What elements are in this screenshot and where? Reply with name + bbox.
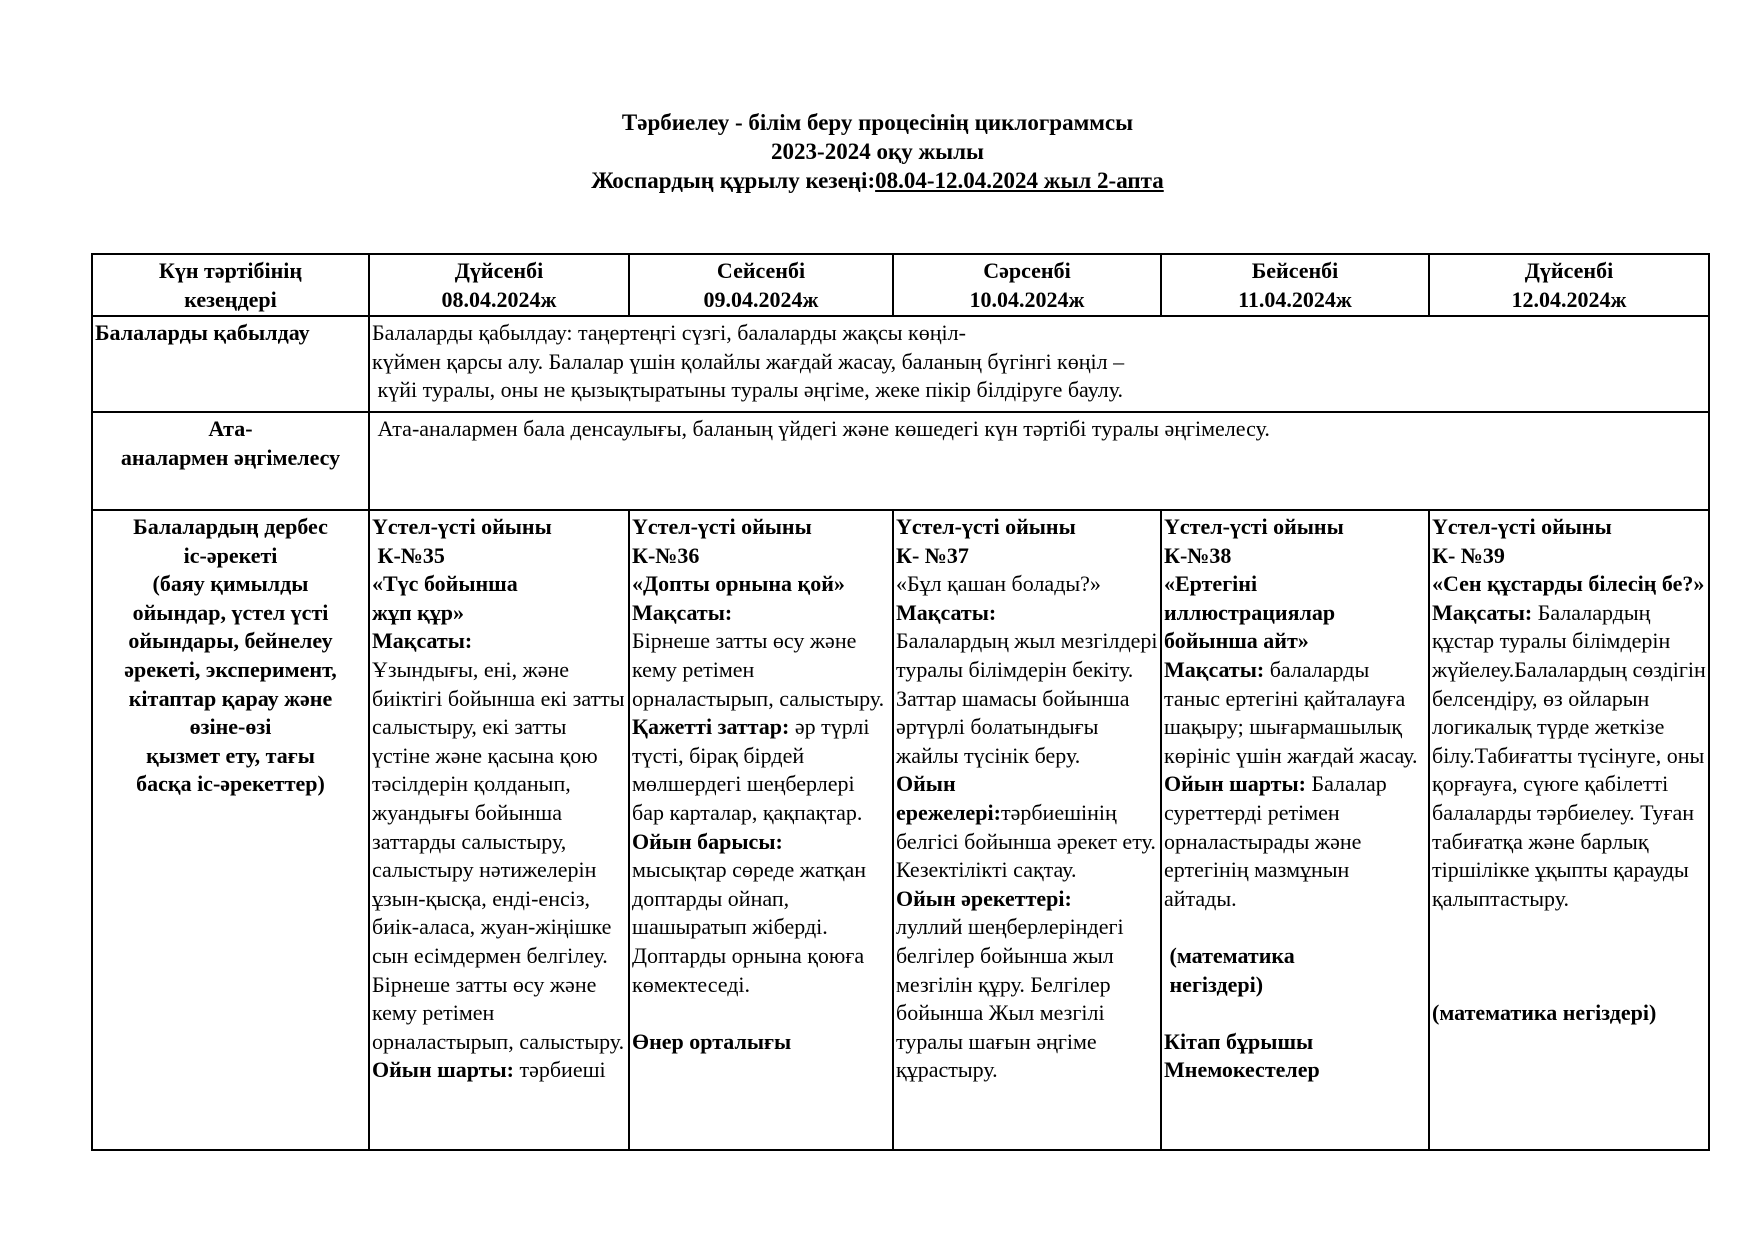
row-text-reception: Балаларды қабылдау: таңертеңгі сүзгі, балаларды жақсы көңіл- күймен қарсы алу. Балалар үшін қолайлы жағдай жасау, баланың бүгінгі көңіл – күйі туралы, оны не қызықтыратыны туралы әңгіме, жеке пікір білдіруге баулу.: [369, 316, 1709, 412]
activity-goal-label: Мақсаты:: [1164, 656, 1265, 682]
activity-goal-text: балаларды таныс ертегіні қайталауға шақыру; шығармашылық көрініс үшін жағдай жасау.: [1164, 656, 1418, 768]
activity-cell-mon: [369, 510, 629, 1150]
table-row-activities: [92, 510, 1709, 1150]
activity-cell-tue: [629, 510, 893, 1150]
header-cell-day-1: Дүйсенбі 08.04.2024ж: [369, 254, 629, 316]
activity-cell-thu: [1161, 510, 1429, 1150]
activity-title: Үстел-үсті ойыны: [372, 514, 552, 539]
activity-number: К-№35: [372, 542, 445, 568]
activity-rule-label: Ойын шарты:: [1164, 771, 1306, 797]
header-cell-day-4: Бейсенбі 11.04.2024ж: [1161, 254, 1429, 316]
activity-rule-text: тәрбиеші: [513, 1057, 606, 1083]
activity-actions-label: Ойын әрекеттері:: [896, 885, 1072, 911]
activity-rules-label: Ойын ережелері:: [896, 771, 1001, 825]
header-year: 2023-2024 оқу жылы: [771, 139, 984, 164]
activity-play-label: Ойын барысы:: [632, 828, 783, 854]
activity-rule-label: Ойын шарты:: [372, 1057, 514, 1083]
activity-name: «Түс бойынша жұп құр»: [372, 571, 518, 625]
header-cell-day-3: Сәрсенбі 10.04.2024ж: [893, 254, 1161, 316]
row-label-reception: Балаларды қабылдау: [92, 316, 369, 412]
activity-mnemo: Мнемокестелер: [1164, 1057, 1320, 1083]
activity-goal-label: Мақсаты:: [896, 599, 997, 625]
activity-rules-text: тәрбиешінің белгісі бойынша әрекет ету. Кезектілікті сақтау.: [896, 799, 1156, 883]
activity-name: «Допты орнына қой»: [632, 571, 845, 597]
activity-title: Үстел-үсті ойыны: [632, 514, 812, 539]
activity-subject: (математика негіздері): [1169, 942, 1295, 997]
activity-name: «Ертегіні иллюстрациялар бойынша айт»: [1164, 571, 1336, 654]
activity-title: Үстел-үсті ойыны: [1164, 514, 1344, 539]
row-text-parents: Ата-аналармен бала денсаулығы, баланың үйдегі және көшедегі күн тәртібі туралы әңгімелесу.: [369, 412, 1709, 510]
activity-center: Өнер орталығы: [632, 1028, 792, 1054]
activity-actions-text: луллий шеңберлеріндегі белгілер бойынша жыл мезгілін құру. Белгілер бойынша Жыл мезгілі туралы шағын әңгіме құрастыру.: [896, 914, 1124, 1083]
header-cell-day-2: Сейсенбі 09.04.2024ж: [629, 254, 893, 316]
activity-goal-label: Мақсаты:: [632, 599, 733, 625]
activity-number: К-№36: [632, 542, 700, 568]
activity-need-label: Қажетті заттар:: [632, 714, 790, 740]
activity-number: К- №37: [896, 542, 969, 568]
activity-need-text: әр түрлі түсті, бірақ бірдей мөлшердегі шеңберлері бар карталар, қақпақтар.: [632, 714, 870, 825]
activity-name: «Сен құстарды білесің бе?»: [1432, 571, 1705, 597]
activity-subject: (математика негіздері): [1432, 1000, 1657, 1026]
activity-number: К-№38: [1164, 542, 1232, 568]
activity-number: К- №39: [1432, 542, 1505, 568]
header-cell-stage: Күн тәртібінің кезеңдері: [92, 254, 369, 316]
activity-goal-text: Балалардың құстар туралы білімдерін жүйелеу.Балалардың сөздігін белсендіру, өз ойларын логикалық түрде жеткізе білу.Табиғатты түсінуге, оны қорғауға, сүюге қабілетті балаларды тәрбиелеу. Туған табиғатқа және барлық тіршілікке ұқыпты қарауды қалыптастыру.: [1432, 599, 1706, 911]
activity-goal-text: Балалардың жыл мезгілдері туралы білімдерін бекіту. Заттар шамасы бойынша әртүрлі болатындығы жайлы түсінік беру.: [896, 628, 1158, 768]
activity-cell-wed: [893, 510, 1161, 1150]
header-period-label: Жоспардың құрылу кезеңі:: [591, 168, 876, 193]
activity-corner: Кітап бұрышы: [1164, 1028, 1314, 1054]
table-row-reception: [92, 316, 1709, 412]
header-cell-day-5: Дүйсенбі 12.04.2024ж: [1429, 254, 1709, 316]
document-header: [0, 108, 1755, 195]
table-header-row: [92, 254, 1709, 316]
row-label-activities: Балалардың дербес іс-әрекеті (баяу қимылды ойындар, үстел үсті ойындары, бейнелеу әрекеті, эксперимент, кітаптар қарау және өзіне-өзі қызмет ету, тағы басқа іс-әрекеттер): [92, 510, 369, 1150]
header-period: [0, 166, 1755, 195]
header-title: Тәрбиелеу - білім беру процесінің циклограммсы: [621, 110, 1134, 135]
activity-cell-fri: [1429, 510, 1709, 1150]
table-row-parents: [92, 412, 1709, 510]
activity-title: Үстел-үсті ойыны: [1432, 514, 1612, 539]
activity-goal-text: Ұзындығы, ені, және биіктігі бойынша екі затты салыстыру, екі затты үстіне және қасына қою тәсілдерін қолданып, жуандығы бойынша заттарды салыстыру, салыстыру нәтижелерін ұзын-қысқа, енді-енсіз, биік-аласа, жуан-жіңішке сын есімдермен белгілеу. Бірнеше затты өсу және кему ретімен орналастырып, салыстыру.: [372, 656, 625, 1054]
activity-name: «Бұл қашан болады?»: [896, 571, 1101, 597]
row-label-parents: Ата- аналармен әңгімелесу: [92, 412, 369, 510]
activity-title: Үстел-үсті ойыны: [896, 514, 1076, 539]
activity-play-text: мысықтар сөреде жатқан доптарды ойнап, шашыратып жіберді. Доптарды орнына қоюға көмектеседі.: [632, 857, 867, 997]
activity-goal-label: Мақсаты:: [372, 628, 473, 654]
activity-goal-label: Мақсаты:: [1432, 599, 1533, 625]
activity-rule-text: Балалар суреттерді ретімен орналастырады және ертегінің мазмұнын айтады.: [1164, 771, 1387, 911]
activity-goal-text: Бірнеше затты өсу және кему ретімен орналастырып, салыстыру.: [632, 628, 885, 711]
cyclogram-table: [91, 253, 1710, 1151]
header-period-value: 08.04-12.04.2024 жыл 2-апта: [875, 168, 1164, 193]
